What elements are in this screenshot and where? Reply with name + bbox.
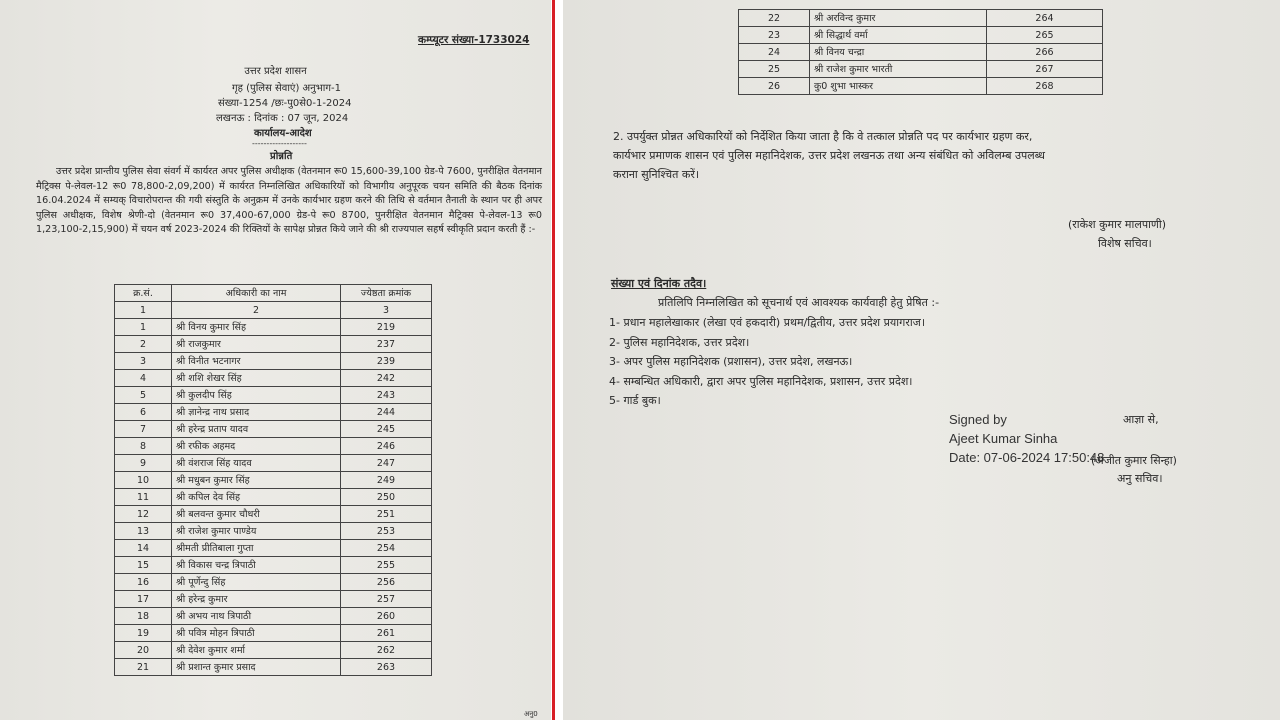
officer-name: श्रीमती प्रीतिबाला गुप्ता [172, 540, 341, 557]
row-serial: 3 [115, 353, 172, 370]
seniority-number: 254 [341, 540, 432, 557]
row-serial: 25 [739, 61, 810, 78]
row-serial: 23 [739, 27, 810, 44]
letter-date: लखनऊ : दिनांक : 07 जून, 2024 [216, 113, 349, 124]
copy-list-item: 4- सम्बन्धित अधिकारी, द्वारा अपर पुलिस महानिदेशक, प्रशासन, उत्तर प्रदेश। [609, 374, 913, 388]
row-serial: 24 [739, 44, 810, 61]
row-serial: 8 [115, 438, 172, 455]
seniority-number: 255 [341, 557, 432, 574]
sankhya-heading: संख्या एवं दिनांक तदैव। [611, 277, 707, 290]
table-row [115, 387, 432, 404]
under-secretary-title: अनु सचिव। [1117, 472, 1163, 485]
table-row [115, 489, 432, 506]
officer-name: श्री कपिल देव सिंह [172, 489, 341, 506]
computer-number: कम्प्यूटर संख्या-1733024 [418, 34, 530, 46]
seniority-number: 246 [341, 438, 432, 455]
under-secretary-name: (अजीत कुमार सिन्हा) [1091, 454, 1177, 467]
copy-list [609, 313, 925, 411]
officer-name: श्री मधुबन कुमार सिंह [172, 472, 341, 489]
table-row [115, 557, 432, 574]
row-serial: 7 [115, 421, 172, 438]
table-row [739, 61, 1103, 78]
officer-name: श्री अभय नाथ त्रिपाठी [172, 608, 341, 625]
table-row [115, 625, 432, 642]
table-row [115, 659, 432, 676]
seniority-number: 245 [341, 421, 432, 438]
seniority-number: 237 [341, 336, 432, 353]
seniority-number: 261 [341, 625, 432, 642]
table-row [115, 506, 432, 523]
officer-name: श्री कुलदीप सिंह [172, 387, 341, 404]
row-serial: 22 [739, 10, 810, 27]
copy-list-item: 5- गार्ड बुक। [609, 394, 661, 407]
department: गृह (पुलिस सेवाएं) अनुभाग-1 [232, 83, 341, 94]
seniority-number: 249 [341, 472, 432, 489]
officer-name: श्री विकास चन्द्र त्रिपाठी [172, 557, 341, 574]
col-index-3: 3 [341, 302, 432, 319]
table-header-row [115, 285, 432, 302]
officer-name: श्री वंशराज सिंह यादव [172, 455, 341, 472]
table-row [739, 10, 1103, 27]
col-header-sn: क्र.सं. [115, 285, 172, 302]
officer-name: श्री अरविन्द कुमार [810, 10, 987, 27]
officer-name: श्री पवित्र मोहन त्रिपाठी [172, 625, 341, 642]
seniority-number: 264 [987, 10, 1103, 27]
table-row [115, 438, 432, 455]
officer-name: श्री राजेश कुमार भारती [810, 61, 987, 78]
row-serial: 16 [115, 574, 172, 591]
officer-name: श्री प्रशान्त कुमार प्रसाद [172, 659, 341, 676]
col-header-seniority: ज्येष्ठता क्रमांक [341, 285, 432, 302]
seniority-number: 253 [341, 523, 432, 540]
copy-list-item: 3- अपर पुलिस महानिदेशक (प्रशासन), उत्तर प्रदेश, लखनऊ। [609, 355, 853, 368]
table-row [115, 336, 432, 353]
digital-signature [949, 410, 1104, 467]
officer-name: श्री विनय चन्द्रा [810, 44, 987, 61]
seniority-number: 250 [341, 489, 432, 506]
row-serial: 20 [115, 642, 172, 659]
seniority-number: 262 [341, 642, 432, 659]
officer-name: श्री हरेन्द्र कुमार [172, 591, 341, 608]
table-row [115, 370, 432, 387]
officer-name: श्री हरेन्द्र प्रताप यादव [172, 421, 341, 438]
officer-name: श्री राजकुमार [172, 336, 341, 353]
seniority-number: 219 [341, 319, 432, 336]
col-index-2: 2 [172, 302, 341, 319]
col-header-name: अधिकारी का नाम [172, 285, 341, 302]
govt-heading: उत्तर प्रदेश शासन [244, 66, 307, 77]
signer-name: Ajeet Kumar Sinha [949, 431, 1058, 446]
table-row [115, 421, 432, 438]
para2-line2: कार्यभार प्रमाणक शासन एवं पुलिस महानिदेशक, उत्तर प्रदेश लखनऊ तथा अन्य संबंधित को अविलम्ब उपलब्ध [613, 149, 1045, 162]
table-row [115, 591, 432, 608]
table-row [115, 353, 432, 370]
row-serial: 9 [115, 455, 172, 472]
copy-list-item: 2- पुलिस महानिदेशक, उत्तर प्रदेश। [609, 335, 750, 349]
officer-name: श्री देवेश कुमार शर्मा [172, 642, 341, 659]
seniority-number: 244 [341, 404, 432, 421]
officer-name: श्री रफीक अहमद [172, 438, 341, 455]
officer-name: श्री विनय कुमार सिंह [172, 319, 341, 336]
order-by: आज्ञा से, [1123, 413, 1159, 426]
row-serial: 15 [115, 557, 172, 574]
seniority-number: 263 [341, 659, 432, 676]
continued-marker: अनु0 [524, 710, 538, 718]
table-row [115, 319, 432, 336]
title-rule: ------------------- [252, 139, 307, 148]
seniority-number: 239 [341, 353, 432, 370]
signed-by-label: Signed by [949, 412, 1007, 427]
seniority-number: 265 [987, 27, 1103, 44]
officer-name: श्री पूर्णेन्दु सिंह [172, 574, 341, 591]
para2-line3: कराना सुनिश्चित करें। [613, 168, 700, 181]
officers-table-continued [738, 9, 1103, 95]
col-index-1: 1 [115, 302, 172, 319]
table-row [115, 608, 432, 625]
row-serial: 10 [115, 472, 172, 489]
table-row [115, 523, 432, 540]
officer-name: श्री राजेश कुमार पाण्डेय [172, 523, 341, 540]
table-row [739, 27, 1103, 44]
office-order-title: कार्यालय-आदेश [254, 128, 312, 139]
officers-table [114, 284, 432, 676]
table-row [739, 44, 1103, 61]
seniority-number: 266 [987, 44, 1103, 61]
row-serial: 14 [115, 540, 172, 557]
row-serial: 13 [115, 523, 172, 540]
copy-intro: प्रतिलिपि निम्नलिखित को सूचनार्थ एवं आवश्यक कार्यवाही हेतु प्रेषित :- [658, 296, 940, 309]
officer-name: श्री शशि शेखर सिंह [172, 370, 341, 387]
row-serial: 19 [115, 625, 172, 642]
table-row [115, 472, 432, 489]
row-serial: 12 [115, 506, 172, 523]
seniority-number: 268 [987, 78, 1103, 95]
row-serial: 6 [115, 404, 172, 421]
table-subheader-row [115, 302, 432, 319]
seniority-number: 256 [341, 574, 432, 591]
officer-name: कु0 शुभा भास्कर [810, 78, 987, 95]
letter-number: संख्या-1254 /छः-पु0से0-1-2024 [218, 98, 352, 109]
document-page-1 [0, 0, 551, 720]
seniority-number: 257 [341, 591, 432, 608]
seniority-number: 260 [341, 608, 432, 625]
row-serial: 2 [115, 336, 172, 353]
para2-line1: 2. उपर्युक्त प्रोन्नत अधिकारियों को निर्देशित किया जाता है कि वे तत्काल प्रोन्नति पद पर कार्यभार ग्रहण कर, [613, 130, 1033, 143]
row-serial: 18 [115, 608, 172, 625]
row-serial: 17 [115, 591, 172, 608]
row-serial: 5 [115, 387, 172, 404]
table-row [115, 404, 432, 421]
officer-name: श्री सिद्धार्थ वर्मा [810, 27, 987, 44]
seniority-number: 251 [341, 506, 432, 523]
subject-title: प्रोन्नति [270, 151, 293, 162]
officer-name: श्री विनीत भटनागर [172, 353, 341, 370]
row-serial: 11 [115, 489, 172, 506]
table-row [115, 642, 432, 659]
officer-name: श्री ज्ञानेन्द्र नाथ प्रसाद [172, 404, 341, 421]
row-serial: 26 [739, 78, 810, 95]
seniority-number: 267 [987, 61, 1103, 78]
order-paragraph: उत्तर प्रदेश प्रान्तीय पुलिस सेवा संवर्ग में कार्यरत अपर पुलिस अधीक्षक (वेतनमान रू0 15,600-39,100 ग्रेड-पे 7600, पुनरीक्षित वेतनमान मैट्रिक्स पे-लेवल-12 रू0 78,800-2,09,200) में कार्यरत निम्नलिखित अधिकारियों को विभागीय अनुपूरक चयन समिति की बैठक दिनांक 16.04.2024 में सम्यक् विचारोपरान्त की गयी संस्तुति के अनुक्रम में उनके कार्यभार ग्रहण करने की तिथि से वर्तमान तैनाती के स्थान पर ही अपर पुलिस अधीक्षक, विशेष श्रेणी-दो (वेतनमान रू0 37,400-67,000 ग्रेड-पे रू0 8700, पुनरीक्षित वेतनमान मैट्रिक्स पे-लेवल-13 रू0 1,23,100-2,15,900) में चयन वर्ष 2023-2024 की रिक्तियों के सापेक्ष प्रोन्नत किये जाने की श्री राज्यपाल सहर्ष स्वीकृति प्रदान करती हैं :- [36, 166, 542, 236]
signature-date: Date: 07-06-2024 17:50:48 [949, 450, 1105, 465]
table-row [739, 78, 1103, 95]
seniority-number: 247 [341, 455, 432, 472]
table-row [115, 455, 432, 472]
document-page-2 [563, 0, 1280, 720]
row-serial: 4 [115, 370, 172, 387]
seniority-number: 242 [341, 370, 432, 387]
table-row [115, 540, 432, 557]
officer-name: श्री बलवन्त कुमार चौधरी [172, 506, 341, 523]
signatory-title: विशेष सचिव। [1098, 237, 1152, 250]
table-row [115, 574, 432, 591]
page-gap [555, 0, 563, 720]
copy-list-item: 1- प्रधान महालेखाकार (लेखा एवं हकदारी) प्रथम/द्वितीय, उत्तर प्रदेश प्रयागराज। [609, 316, 926, 329]
seniority-number: 243 [341, 387, 432, 404]
signatory-name: (राकेश कुमार मालपाणी) [1068, 218, 1167, 231]
row-serial: 21 [115, 659, 172, 676]
row-serial: 1 [115, 319, 172, 336]
